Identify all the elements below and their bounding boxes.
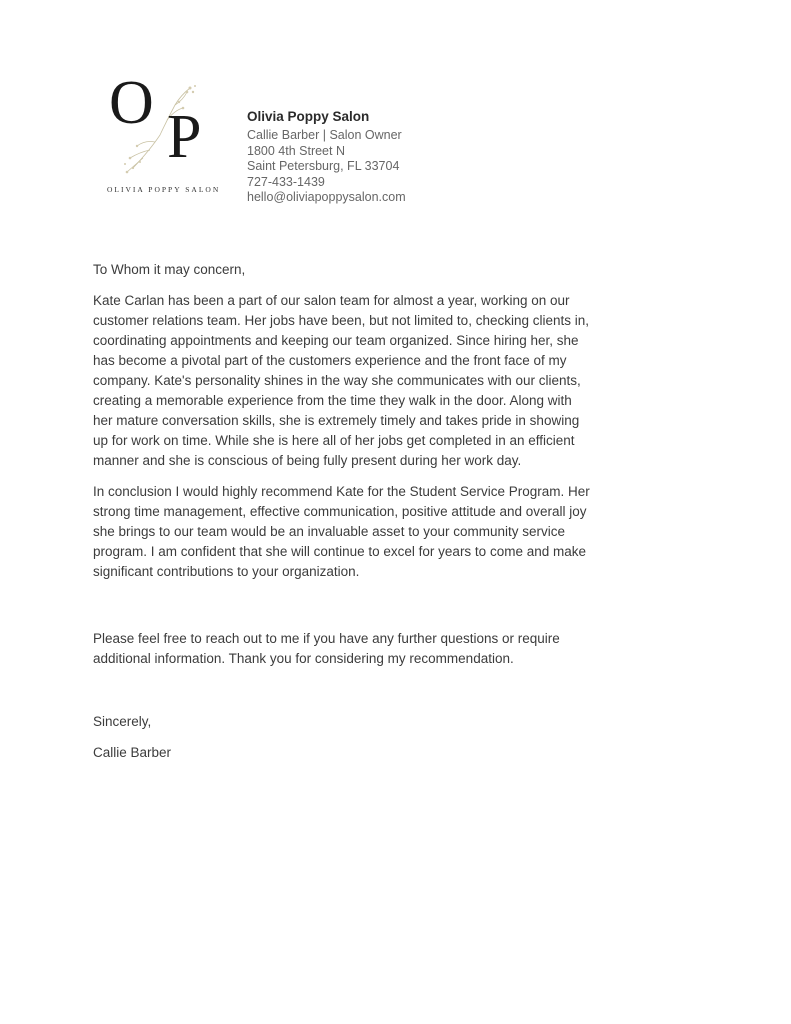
email-address: hello@oliviapoppysalon.com bbox=[247, 190, 406, 204]
phone-number: 727-433-1439 bbox=[247, 174, 325, 189]
business-name: Olivia Poppy Salon bbox=[247, 109, 370, 124]
signature-name: Callie Barber bbox=[93, 745, 172, 760]
salutation: To Whom it may concern, bbox=[93, 262, 246, 277]
logo-caption: OLIVIA POPPY SALON bbox=[107, 185, 221, 194]
letterhead-contact-block bbox=[247, 109, 406, 206]
street-address: 1800 4th Street N bbox=[247, 143, 345, 158]
paragraph: In conclusion I would highly recommend Kate for the Student Service Program. Her strong time management, effective communication, positive attitude and overall joy she brings to our team would be an invaluable asset to your community service program. I am confident that she will continue to excel for years to come and make significant contributions to your organization. bbox=[93, 484, 590, 579]
owner-line: Callie Barber | Salon Owner bbox=[247, 128, 402, 142]
city-state-zip: Saint Petersburg, FL 33704 bbox=[247, 159, 400, 173]
paragraph: Kate Carlan has been a part of our salon team for almost a year, working on our customer relations team. Her jobs have been, but not limited to, checking clients in, coordinating appointments and keeping our team organized. Since hiring her, she has become a pivotal part of the customers experience and the front face of my company. Kate's personality shines in the way she communicates with our clients, creating a memorable experience from the time they walk in the door. Along with her mature conversation skills, she is extremely timely and takes pride in showing up for work on time. While she is here all of her jobs get completed in an efficient manner and she is conscious of being fully present during her work day. bbox=[93, 293, 589, 468]
paragraph: Please feel free to reach out to me if you have any further questions or require additional information. Thank you for considering my recommendation. bbox=[93, 631, 560, 666]
closing: Sincerely, bbox=[93, 714, 152, 729]
logo-letter-p: P bbox=[167, 103, 202, 171]
letter-body bbox=[93, 260, 593, 763]
logo-letter-o: O bbox=[109, 69, 154, 137]
salon-logo bbox=[105, 69, 230, 200]
